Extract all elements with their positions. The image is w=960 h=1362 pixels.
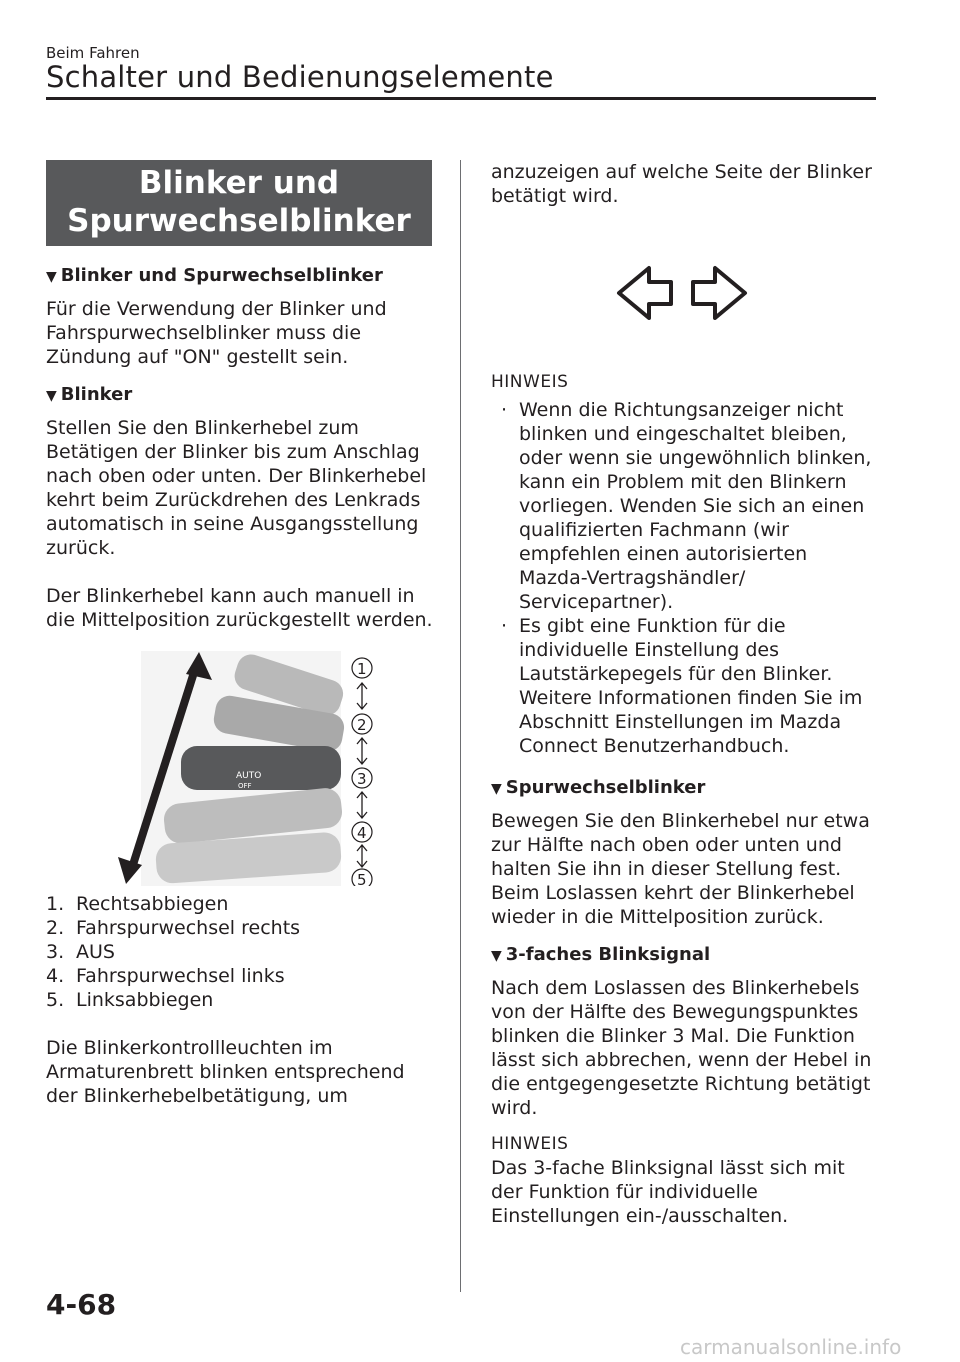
svg-text:1: 1 <box>357 660 367 678</box>
position-list <box>46 892 434 1012</box>
watermark-url: carmanualsonline.info <box>680 1335 902 1359</box>
page-number: 4-68 <box>46 1288 117 1321</box>
svg-text:2: 2 <box>357 716 367 734</box>
callout-2 <box>352 714 372 734</box>
triangle-down-icon: ▼ <box>46 388 57 404</box>
callout-1 <box>352 658 372 678</box>
lever-position-3 <box>181 746 341 790</box>
hinweis-label-2: HINWEIS <box>491 1134 569 1154</box>
paragraph-zuendung: Für die Verwendung der Blinker und Fahrspurwechselblinker muss die Zündung auf "ON" gestellt sein. <box>46 298 387 368</box>
hinweis-label-1: HINWEIS <box>491 372 569 392</box>
paragraph-3fach: Nach dem Loslassen des Blinkerhebels von der Hälfte des Bewegungspunktes blinken die Blinker 3 Mal. Die Funktion lässt sich abbrechen, wenn der Hebel in die entgegengesetzte Richtung betätigt wird. <box>491 977 872 1119</box>
svg-text:3: 3 <box>357 770 367 788</box>
subheading-spurwechselblinker: ▼ Spurwechselblinker <box>491 777 706 798</box>
paragraph-kontrollleuchten: Die Blinkerkontrollleuchten im Armaturenbrett blinken entsprechend der Blinkerhebelbetätigung, um <box>46 1037 405 1107</box>
list-item: 1. Rechtsabbiegen <box>46 893 229 915</box>
bullet-dot: · <box>501 615 508 637</box>
right-column <box>491 160 881 1228</box>
subheading-3fach: ▼ 3-faches Blinksignal <box>491 944 711 965</box>
left-column <box>46 160 434 1108</box>
callout-3 <box>352 768 372 788</box>
list-item: 5. Linksabbiegen <box>46 989 214 1011</box>
lever-off-label: OFF <box>238 782 252 790</box>
callout-4 <box>352 822 372 842</box>
svg-text:4: 4 <box>357 824 367 842</box>
list-item: 2. Fahrspurwechsel rechts <box>46 917 301 939</box>
list-item: 4. Fahrspurwechsel links <box>46 965 285 987</box>
column-divider <box>460 160 461 1292</box>
callout-5 <box>352 869 372 886</box>
bullet-dot: · <box>501 399 508 421</box>
hinweis-bullet-1: · Wenn die Richtungsanzeiger nicht blinken und eingeschaltet bleiben, oder wenn sie ungewöhnlich blinken, kann ein Problem mit den Blinkern vorliegen. Wenden Sie sich an einen qualifizierten Fachmann (wir empfehlen einen autorisierten Mazda-Vertragshändler/ Servicepartner). <box>501 399 872 613</box>
paragraph-mittelposition: Der Blinkerhebel kann auch manuell in die Mittelposition zurückgestellt werden. <box>46 585 433 631</box>
paragraph-anzeigen: anzuzeigen auf welche Seite der Blinker betätigt wird. <box>491 161 872 207</box>
section-title-line1: Blinker und <box>138 165 340 201</box>
paragraph-spurwechsel: Bewegen Sie den Blinkerhebel nur etwa zur Hälfte nach oben oder unten und halten Sie ihn in dieser Stellung fest. Beim Loslassen kehrt der Blinkerhebel wieder in die Mittelposition zurück. <box>491 810 870 928</box>
lever-auto-label: AUTO <box>236 771 262 781</box>
svg-text:5: 5 <box>357 871 367 886</box>
section-title-line2: Spurwechselblinker <box>67 203 411 239</box>
list-item: 3. AUS <box>46 941 115 963</box>
subheading-blinker: ▼ Blinker <box>46 384 133 405</box>
section-title-box <box>46 160 432 246</box>
turn-signal-lever-illustration <box>46 646 434 886</box>
lever-figure <box>46 646 434 886</box>
header-title: Schalter und Bedienungselemente <box>46 60 554 94</box>
hinweis-bullet-2: · Es gibt eine Funktion für die individuelle Einstellung des Lautstärkepegels für den Blinker. Weitere Informationen finden Sie im Abschnitt Einstellungen im Mazda Connect Benutzerhandbuch. <box>501 615 863 757</box>
paragraph-blinkerhebel: Stellen Sie den Blinkerhebel zum Betätigen der Blinker bis zum Anschlag nach oben oder unten. Der Blinkerhebel kehrt beim Zurückdrehen des Lenkrads automatisch in seine Ausgangsstellung zurück. <box>46 417 427 559</box>
triangle-down-icon: ▼ <box>491 948 502 964</box>
header-rule <box>46 97 876 100</box>
header-section: Beim Fahren <box>46 44 140 62</box>
subheading-blinker-spurwechsel: ▼ Blinker und Spurwechselblinker <box>46 265 383 286</box>
turn-signal-arrows-icon <box>491 258 881 328</box>
triangle-down-icon: ▼ <box>491 781 502 797</box>
triangle-down-icon: ▼ <box>46 269 57 285</box>
paragraph-3fach-hinweis: Das 3-fache Blinksignal lässt sich mit der Funktion für individuelle Einstellungen ein-/ausschalten. <box>491 1157 845 1227</box>
